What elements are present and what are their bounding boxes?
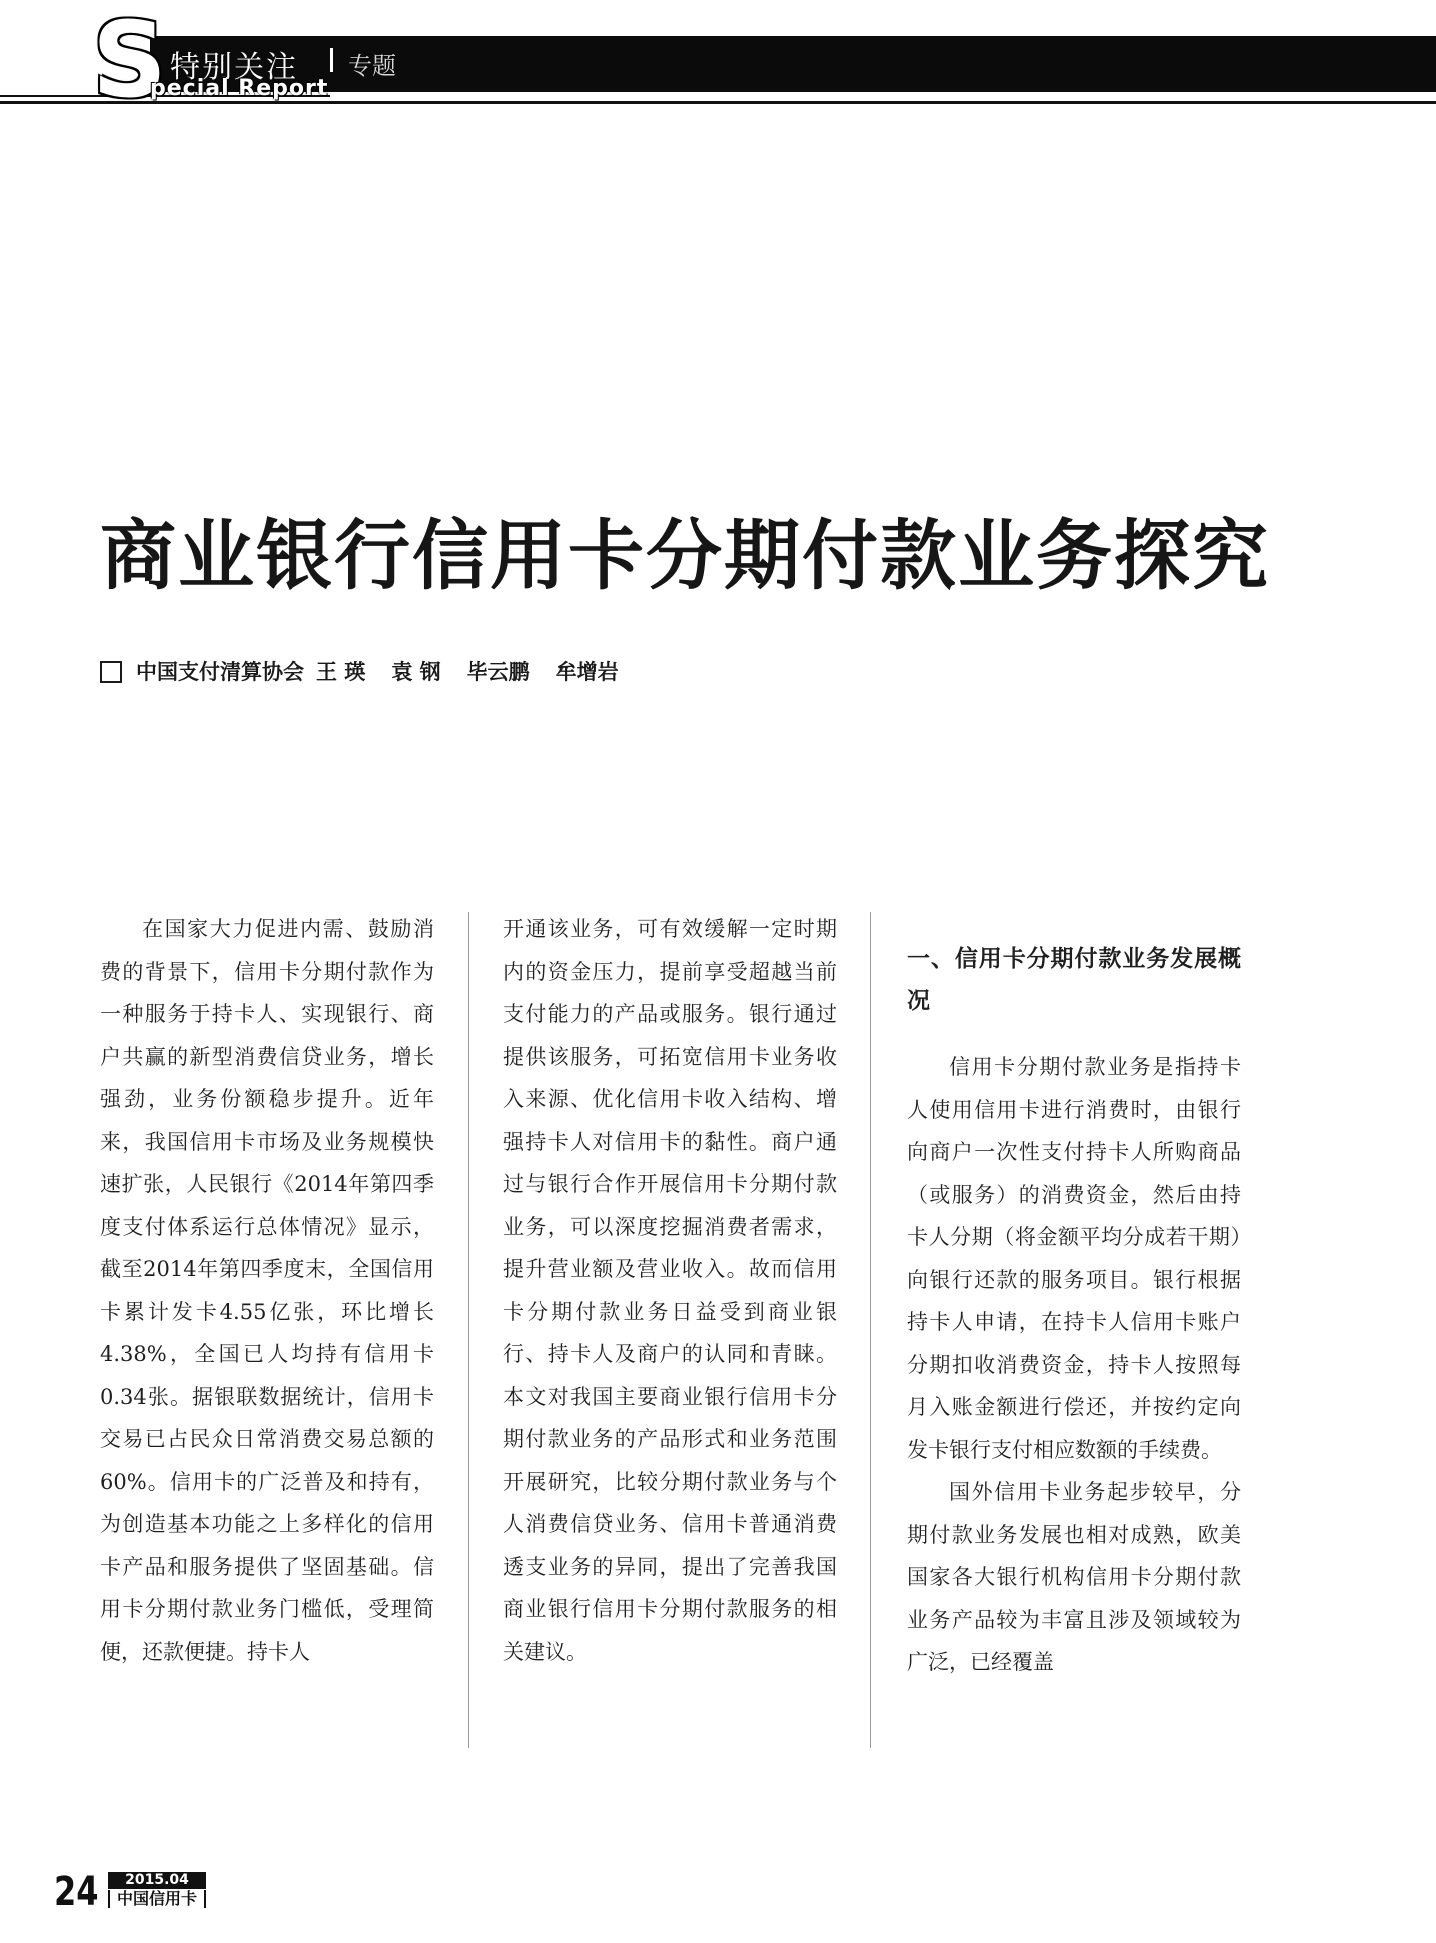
page-number: 24 <box>54 1869 99 1915</box>
paragraph: 开通该业务，可有效缓解一定时期内的资金压力，提前享受超越当前支付能力的产品或服务。银行通过提供该服务，可拓宽信用卡业务收入来源、优化信用卡收入结构、增强持卡人对信用卡的黏性。商户通过与银行合作开展信用卡分期付款业务，可以深度挖掘消费者需求，提升营业额及营业收入。故而信用卡分期付款业务日益受到商业银行、持卡人及商户的认同和青睐。本文对我国主要商业银行信用卡分期付款业务的产品形式和业务范围开展研究，比较分期付款业务与个人消费信贷业务、信用卡普通消费透支业务的异同，提出了完善我国商业银行信用卡分期付款服务的相关建议。 <box>503 917 837 1664</box>
body-column-1 <box>100 908 434 1673</box>
section-heading: 一、信用卡分期付款业务发展概况 <box>907 946 1241 1014</box>
paragraph: 信用卡分期付款业务是指持卡人使用信用卡进行消费时，由银行向商户一次性支付持卡人所购商品（或服务）的消费资金，然后由持卡人分期（将金额平均分成若干期）向银行还款的服务项目。银行根据持卡人申请，在持卡人信用卡账户分期扣收消费资金，持卡人按照每月入账金额进行偿还，并按约定向发卡银行支付相应数额的手续费。 <box>907 1055 1241 1462</box>
body-column-3 <box>907 908 1241 1684</box>
byline-author: 袁 钢 <box>391 660 441 684</box>
body-column-2 <box>503 908 837 1673</box>
column-divider <box>468 912 469 1748</box>
logo-letter: S <box>92 0 167 121</box>
header-rule <box>0 101 1436 104</box>
byline <box>100 656 633 688</box>
section-subtitle: 专题 <box>348 52 396 80</box>
article-title: 商业银行信用卡分期付款业务探究 <box>100 511 1270 600</box>
section-title: 特别关注 <box>170 50 298 85</box>
issue-badge <box>108 1872 206 1908</box>
section-separator <box>330 48 333 72</box>
byline-author: 牟增岩 <box>555 660 619 684</box>
square-bullet-icon <box>100 661 122 683</box>
section-header <box>0 0 1436 121</box>
column-divider <box>870 912 871 1748</box>
issue-date: 2015.04 <box>108 1872 206 1889</box>
magazine-name: 中国信用卡 <box>108 1890 206 1908</box>
byline-org: 中国支付清算协会 <box>136 660 304 684</box>
header-bar <box>150 36 1436 92</box>
section-title-en: pecial Report <box>150 76 329 101</box>
paragraph: 国外信用卡业务起步较早，分期付款业务发展也相对成熟，欧美国家各大银行机构信用卡分期付款业务产品较为丰富且涉及领域较为广泛，已经覆盖 <box>907 1480 1241 1674</box>
byline-author: 王 瑛 <box>316 660 366 684</box>
byline-author: 毕云鹏 <box>466 660 530 684</box>
paragraph: 在国家大力促进内需、鼓励消费的背景下，信用卡分期付款作为一种服务于持卡人、实现银行、商户共赢的新型消费信贷业务，增长强劲，业务份额稳步提升。近年来，我国信用卡市场及业务规模快速扩张，人民银行《2014年第四季度支付体系运行总体情况》显示，截至2014年第四季度末，全国信用卡累计发卡4.55亿张，环比增长4.38%，全国已人均持有信用卡0.34张。据银联数据统计，信用卡交易已占民众日常消费交易总额的60%。信用卡的广泛普及和持有，为创造基本功能之上多样化的信用卡产品和服务提供了坚固基础。信用卡分期付款业务门槛低，受理简便，还款便捷。持卡人 <box>100 917 434 1664</box>
